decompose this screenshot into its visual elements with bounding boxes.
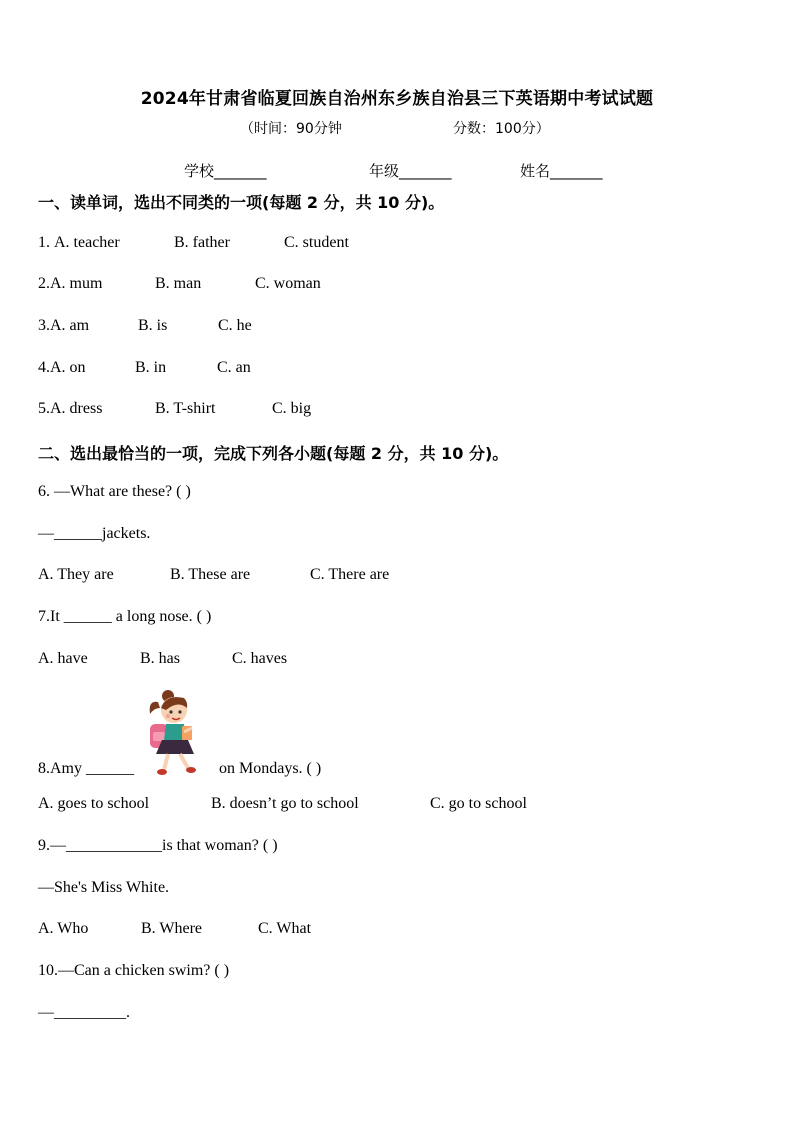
question-number: 4. (38, 359, 50, 376)
question-number: 1. (38, 234, 54, 251)
option-c[interactable]: C. student (284, 234, 349, 251)
school-field[interactable]: 学校_______ (184, 162, 267, 180)
option-c[interactable]: C. haves (232, 650, 288, 667)
name-field[interactable]: 姓名_______ (520, 162, 603, 180)
option-c[interactable]: C. he (218, 317, 252, 334)
option-b[interactable]: B. in (135, 359, 167, 376)
question-9-answer: —She's Miss White. (38, 879, 170, 896)
option-a[interactable]: A. on (50, 359, 86, 376)
option-c[interactable]: C. What (258, 920, 312, 937)
question-number: 2. (38, 275, 50, 292)
question-2 (38, 275, 321, 293)
question-10-answer: —_________. (38, 1004, 130, 1021)
question-6-answer: —______jackets. (38, 525, 151, 542)
option-b[interactable]: B. is (138, 317, 168, 334)
option-c[interactable]: C. woman (255, 275, 321, 292)
question-8-stem-after: on Mondays. ( ) (219, 760, 322, 777)
option-c[interactable]: C. an (217, 359, 251, 376)
option-b[interactable]: B. These are (170, 566, 251, 583)
question-10-stem: 10.—Can a chicken swim? ( ) (38, 962, 230, 979)
option-a[interactable]: A. have (38, 650, 88, 667)
question-5 (38, 400, 311, 418)
option-a[interactable]: A. They are (38, 566, 114, 583)
option-b[interactable]: B. Where (141, 920, 203, 937)
question-7-stem: 7.It ______ a long nose. ( ) (38, 608, 212, 625)
option-c[interactable]: C. big (272, 400, 312, 417)
option-a[interactable]: A. am (50, 317, 90, 334)
question-7-options (38, 650, 287, 668)
question-3 (38, 317, 252, 335)
option-a[interactable]: A. teacher (54, 234, 120, 251)
option-b[interactable]: B. doesn’t go to school (211, 795, 359, 812)
option-a[interactable]: A. dress (50, 400, 103, 417)
option-b[interactable]: B. father (174, 234, 230, 251)
section1-heading: 一、读单词，选出不同类的一项(每题 2 分，共 10 分)。 (38, 193, 445, 212)
option-a[interactable]: A. goes to school (38, 795, 150, 812)
option-a[interactable]: A. Who (38, 920, 89, 937)
question-8-stem (38, 760, 321, 778)
option-b[interactable]: B. has (140, 650, 180, 667)
question-number: 3. (38, 317, 50, 334)
question-6-options (38, 566, 389, 584)
question-4 (38, 359, 251, 377)
question-9-stem: 9.—____________is that woman? ( ) (38, 837, 278, 854)
option-b[interactable]: B. man (155, 275, 202, 292)
question-1 (38, 234, 349, 252)
grade-field[interactable]: 年级_______ (369, 162, 452, 180)
option-c[interactable]: C. There are (310, 566, 390, 583)
question-9-options (38, 920, 311, 938)
option-c[interactable]: C. go to school (430, 795, 527, 812)
question-8-stem-before: 8.Amy ______ (38, 760, 134, 777)
option-b[interactable]: B. T-shirt (155, 400, 216, 417)
question-6-stem: 6. —What are these? ( ) (38, 483, 191, 500)
question-number: 5. (38, 400, 50, 417)
question-8-options (38, 795, 527, 813)
exam-score: 分数：100分） (453, 121, 550, 137)
section2-heading: 二、选出最恰当的一项，完成下列各小题(每题 2 分，共 10 分)。 (38, 444, 509, 463)
option-a[interactable]: A. mum (50, 275, 103, 292)
page-title: 2024年甘肃省临夏回族自治州东乡族自治县三下英语期中考试试题 (140, 89, 654, 109)
exam-time: （时间：90分钟 (240, 121, 342, 137)
